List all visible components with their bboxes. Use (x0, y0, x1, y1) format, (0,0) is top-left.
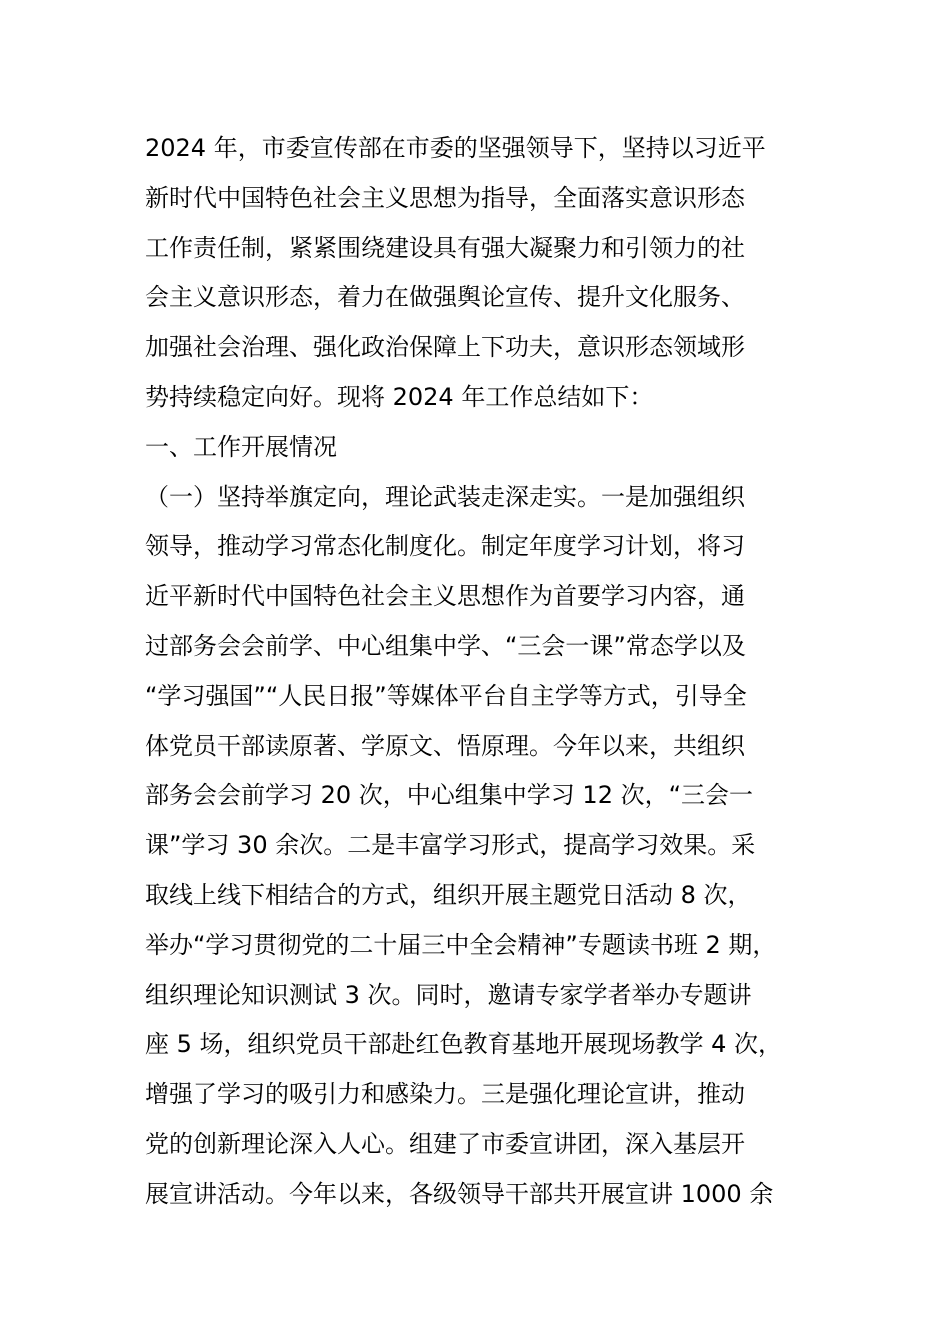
text-line: 举办“学习贯彻党的二十届三中全会精神”专题读书班 2 期， (145, 930, 777, 959)
text-line: 组织理论知识测试 3 次。同时，邀请专家学者举办专题讲 (145, 980, 752, 1009)
text-line: 加强社会治理、强化政治保障上下功夫，意识形态领域形 (145, 333, 745, 362)
text-line: 展宣讲活动。今年以来，各级领导干部共开展宣讲 1000 余 (145, 1179, 774, 1208)
text-line: 工作责任制，紧紧围绕建设具有强大凝聚力和引领力的社 (145, 233, 745, 262)
text-line: 课”学习 30 余次。二是丰富学习形式，提高学习效果。采 (145, 831, 756, 860)
text-line: 座 5 场，组织党员干部赴红色教育基地开展现场教学 4 次， (145, 1030, 783, 1059)
document-body (145, 124, 845, 1220)
text-line: 领导，推动学习常态化制度化。制定年度学习计划，将习 (145, 532, 745, 561)
section-heading: 一、工作开展情况 (145, 432, 337, 461)
text-line: 体党员干部读原著、学原文、悟原理。今年以来，共组织 (145, 731, 745, 760)
text-line: 取线上线下相结合的方式，组织开展主题党日活动 8 次， (145, 880, 752, 909)
text-line: 会主义意识形态，着力在做强舆论宣传、提升文化服务、 (145, 283, 745, 312)
text-line: 增强了学习的吸引力和感染力。三是强化理论宣讲，推动 (145, 1080, 745, 1109)
text-line: 党的创新理论深入人心。组建了市委宣讲团，深入基层开 (145, 1129, 745, 1158)
text-line: 2024 年，市委宣传部在市委的坚强领导下，坚持以习近平 (145, 134, 766, 162)
text-line: 势持续稳定向好。现将 2024 年工作总结如下： (145, 382, 654, 411)
text-line: “学习强国”“人民日报”等媒体平台自主学等方式，引导全 (145, 681, 747, 710)
text-line: 近平新时代中国特色社会主义思想作为首要学习内容，通 (145, 582, 745, 611)
text-line: 过部务会会前学、中心组集中学、“三会一课”常态学以及 (145, 631, 746, 660)
text-line: （一）坚持举旗定向，理论武装走深走实。一是加强组织 (145, 482, 745, 511)
text-line: 新时代中国特色社会主义思想为指导，全面落实意识形态 (145, 183, 745, 212)
text-line: 部务会会前学习 20 次，中心组集中学习 12 次，“三会一 (145, 781, 754, 810)
